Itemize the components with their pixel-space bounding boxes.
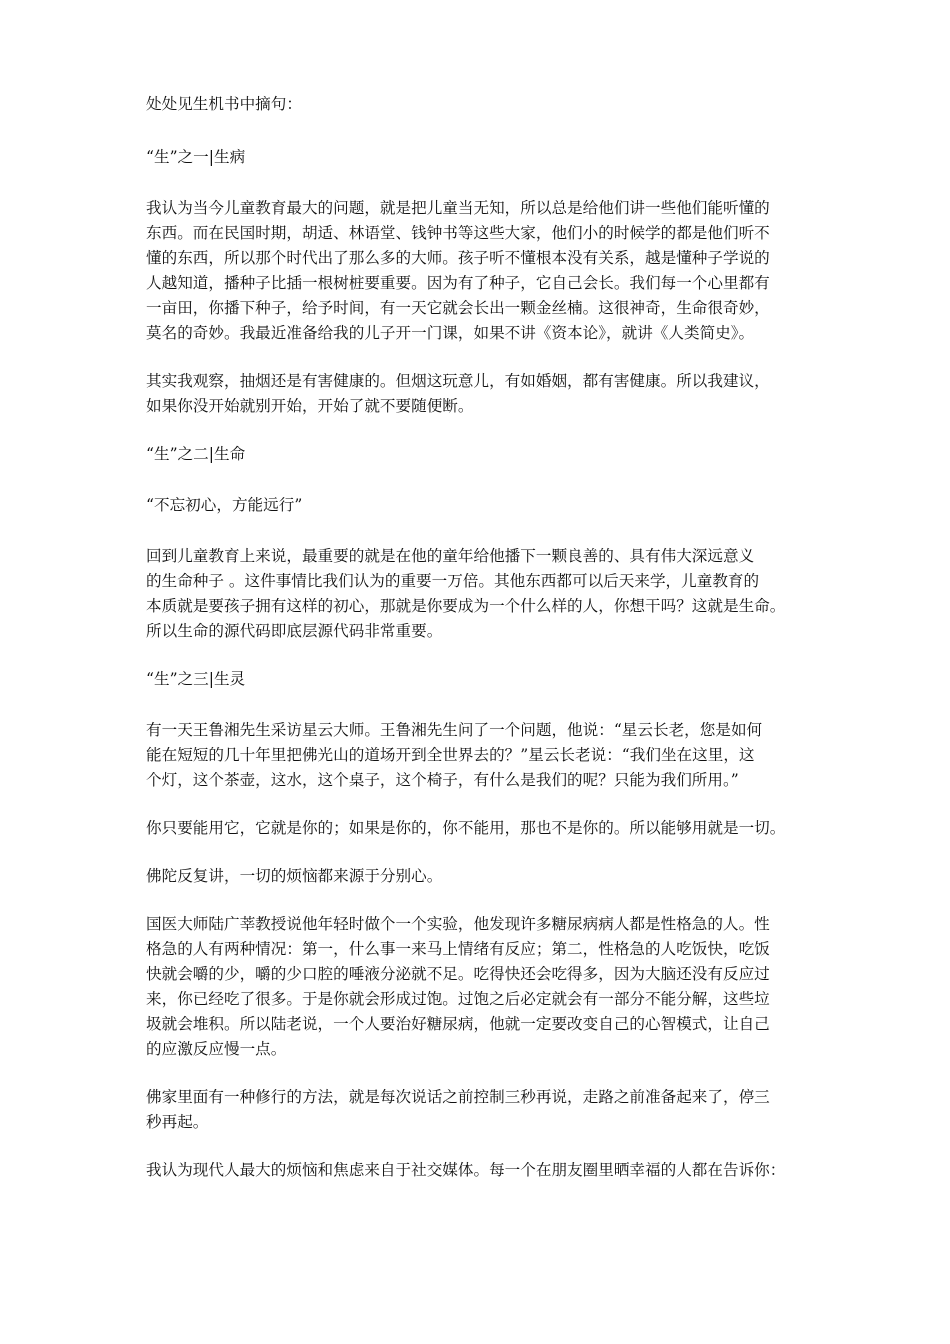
- paragraph-life-seed: [146, 544, 826, 644]
- text-line: 懂的东西，所以那个时代出了那么多的大师。孩子听不懂根本没有关系，越是懂种子学说的: [146, 249, 770, 267]
- text-line: 本质就是要孩子拥有这样的初心，那就是你要成为一个什么样的人，你想干吗？这就是生命。: [146, 597, 786, 615]
- paragraph-buddha: [146, 864, 826, 889]
- section-heading-illness: “生”之一|生病: [146, 148, 246, 166]
- paragraph-smoking: [146, 369, 826, 419]
- text-line: 秒再起。: [146, 1113, 209, 1131]
- section-heading-spirit: “生”之三|生灵: [146, 670, 246, 688]
- paragraph-three-seconds: [146, 1085, 826, 1135]
- section-heading-life: “生”之二|生命: [146, 445, 246, 463]
- text-line: 我认为现代人最大的烦恼和焦虑来自于社交媒体。每一个在朋友圈里晒幸福的人都在告诉你：: [146, 1161, 786, 1179]
- document-page: [146, 92, 826, 1206]
- text-line: 我认为当今儿童教育最大的问题，就是把儿童当无知，所以总是给他们讲一些他们能听懂的: [146, 199, 770, 217]
- text-line: 圾就会堆积。所以陆老说，一个人要治好糖尿病，他就一定要改变自己的心智模式，让自己: [146, 1015, 770, 1033]
- paragraph-diabetes-experiment: [146, 912, 826, 1062]
- text-line: 所以生命的源代码即底层源代码非常重要。: [146, 622, 443, 640]
- text-line: 你只要能用它，它就是你的；如果是你的，你不能用，那也不是你的。所以能够用就是一切。: [146, 819, 786, 837]
- text-line: 快就会嚼的少，嚼的少口腔的唾液分泌就不足。吃得快还会吃得多，因为大脑还没有反应过: [146, 965, 770, 983]
- document-title: 处处见生机书中摘句：: [146, 95, 302, 113]
- text-line: 能在短短的几十年里把佛光山的道场开到全世界去的？”星云长老说：“我们坐在这里，这: [146, 746, 755, 764]
- text-line: 的应激反应慢一点。: [146, 1040, 287, 1058]
- text-line: 有一天王鲁湘先生采访星云大师。王鲁湘先生问了一个问题，他说：“星云长老，您是如何: [146, 721, 763, 739]
- text-line: 佛家里面有一种修行的方法，就是每次说话之前控制三秒再说，走路之前准备起来了，停三: [146, 1088, 770, 1106]
- paragraph-use-is-everything: [146, 816, 826, 841]
- text-line: 莫名的奇妙。我最近准备给我的儿子开一门课，如果不讲《资本论》，就讲《人类简史》。: [146, 324, 755, 342]
- text-line: 国医大师陆广莘教授说他年轻时做个一个实验，他发现许多糖尿病病人都是性格急的人。性: [146, 915, 770, 933]
- text-line: 的生命种子 。这件事情比我们认为的重要一万倍。其他东西都可以后天来学，儿童教育的: [146, 572, 760, 590]
- paragraph-social-media: [146, 1158, 826, 1183]
- text-line: 人越知道，播种子比插一根树桩要重要。因为有了种子，它自己会长。我们每一个心里都有: [146, 274, 770, 292]
- text-line: 个灯，这个茶壶，这水，这个桌子，这个椅子，有什么是我们的呢？只能为我们所用。”: [146, 771, 739, 789]
- text-line: 格急的人有两种情况：第一，什么事一来马上情绪有反应；第二，性格急的人吃饭快，吃饭: [146, 940, 770, 958]
- text-line: 如果你没开始就别开始，开始了就不要随便断。: [146, 397, 474, 415]
- text-line: 来，你已经吃了很多。于是你就会形成过饱。过饱之后必定就会有一部分不能分解，这些垃: [146, 990, 770, 1008]
- paragraph-children-education: [146, 196, 826, 346]
- text-line: 其实我观察，抽烟还是有害健康的。但烟这玩意儿，有如婚姻，都有害健康。所以我建议，: [146, 372, 770, 390]
- paragraph-master-interview: [146, 718, 826, 793]
- text-line: 东西。而在民国时期，胡适、林语堂、钱钟书等这些大家，他们小的时候学的都是他们听不: [146, 224, 770, 242]
- text-line: 回到儿童教育上来说，最重要的就是在他的童年给他播下一颗良善的、具有伟大深远意义: [146, 547, 755, 565]
- text-line: 佛陀反复讲，一切的烦恼都来源于分别心。: [146, 867, 443, 885]
- text-line: 一亩田，你播下种子，给予时间，有一天它就会长出一颗金丝楠。这很神奇，生命很奇妙，: [146, 299, 770, 317]
- quote-original-intention: “不忘初心，方能远行”: [146, 496, 303, 514]
